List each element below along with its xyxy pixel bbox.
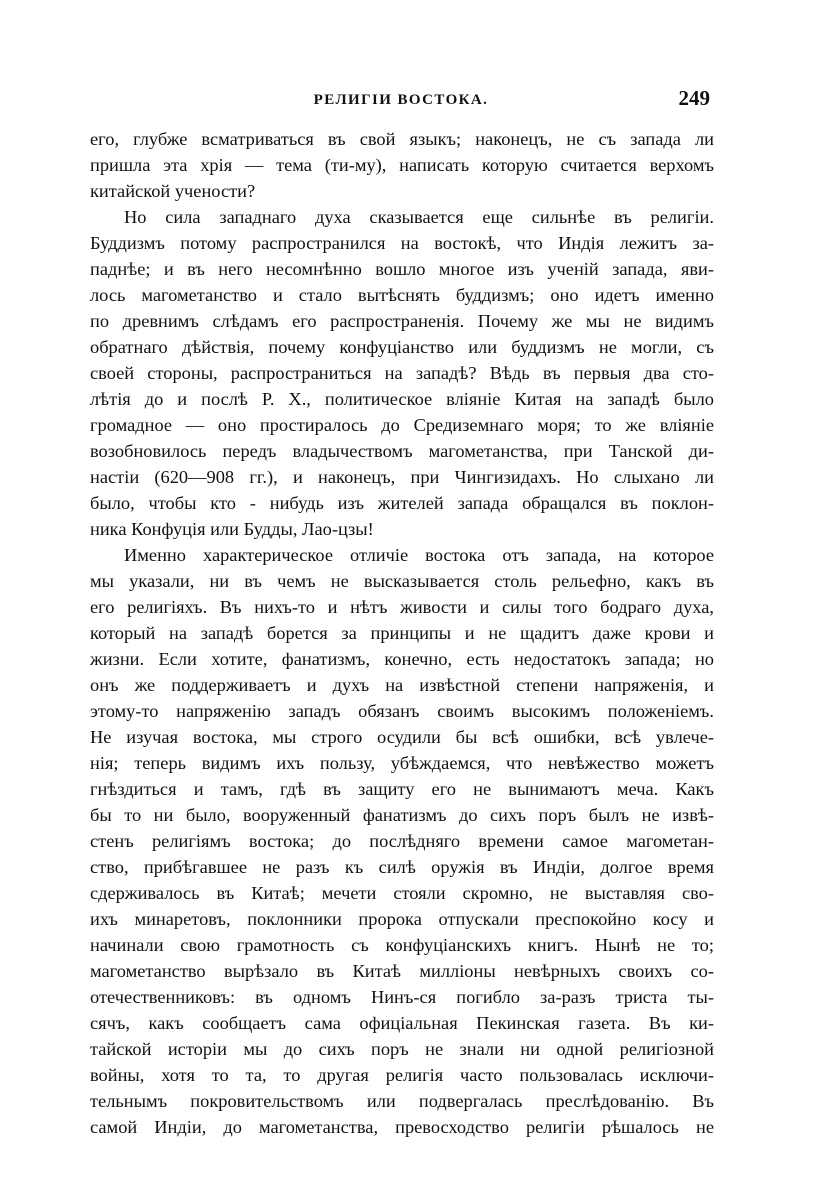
running-head (90, 86, 712, 116)
text-line: который на западѣ борется за принципы и не щадитъ даже крови и (90, 623, 714, 643)
text-line: Буддизмъ потому распространился на востокѣ, что Индія лежитъ за- (90, 233, 714, 253)
text-line: самой Индіи, до магометанства, превосходство религіи рѣшалось не (90, 1117, 714, 1137)
text-line: мы указали, ни въ чемъ не высказывается столь рельефно, какъ въ (90, 571, 714, 591)
text-line: его, глубже всматриваться въ свой языкъ; наконецъ, не съ запада ли (90, 129, 714, 149)
text-line: гнѣздиться и тамъ, гдѣ въ защиту его не вынимаютъ меча. Какъ (90, 779, 714, 799)
text-line: ихъ минаретовъ, поклонники пророка отпускали преспокойно косу и (90, 909, 714, 929)
text-line: ника Конфуція или Будды, Лао-цзы! (90, 519, 374, 539)
text-line: Но сила западнаго духа сказывается еще сильнѣе въ религіи. (124, 207, 714, 227)
text-line: онъ же поддерживаетъ и духъ на извѣстной степени напряженія, и (90, 675, 714, 695)
text-line: его религіяхъ. Въ нихъ-то и нѣтъ живости и силы того бодраго духа, (90, 597, 714, 617)
text-line: ство, прибѣгавшее не разъ къ силѣ оружія въ Индіи, долгое время (90, 857, 714, 877)
text-line: паднѣе; и въ него несомнѣнно вошло многое изъ ученій запада, яви- (90, 259, 714, 279)
text-line: лѣтія до и послѣ Р. Х., политическое вліяніе Китая на западѣ было (90, 389, 714, 409)
text-line: тайской исторіи мы до сихъ поръ не знали ни одной религіозной (90, 1039, 714, 1059)
text-line: отечественниковъ: въ одномъ Нинъ-ся погибло за-разъ триста ты- (90, 987, 714, 1007)
text-line: жизни. Если хотите, фанатизмъ, конечно, есть недостатокъ запада; но (90, 649, 714, 669)
text-line: стенъ религіямъ востока; до послѣдняго времени самое магометан- (90, 831, 714, 851)
page-number: 249 (678, 86, 710, 110)
text-line: пришла эта хрія — тема (ти-му), написать которую считается верхомъ (90, 155, 714, 175)
text-line: было, чтобы кто - нибудь изъ жителей запада обращался въ поклон- (90, 493, 714, 513)
text-line: сячъ, какъ сообщаетъ сама офиціальная Пекинская газета. Въ ки- (90, 1013, 714, 1033)
text-line: бы то ни было, вооруженный фанатизмъ до сихъ поръ былъ не извѣ- (90, 805, 714, 825)
text-line: лось магометанство и стало вытѣснять буддизмъ; оно идетъ именно (90, 285, 714, 305)
text-line: сдерживалось въ Китаѣ; мечети стояли скромно, не выставляя сво- (90, 883, 714, 903)
text-line: начинали свою грамотность съ конфуціанскихъ книгъ. Нынѣ не то; (90, 935, 714, 955)
text-line: китайской учености? (90, 181, 256, 201)
text-line: обратнаго дѣйствія, почему конфуціанство или буддизмъ не могли, съ (90, 337, 714, 357)
text-line: этому-то напряженію западъ обязанъ своимъ высокимъ положеніемъ. (90, 701, 714, 721)
text-line: нія; теперь видимъ ихъ пользу, убѣждаемся, что невѣжество можетъ (90, 753, 714, 773)
text-line: возобновилось передъ владычествомъ магометанства, при Танской ди- (90, 441, 714, 461)
running-title: РЕЛИГІИ ВОСТОКА. (313, 92, 489, 108)
text-line: по древнимъ слѣдамъ его распространенія. Почему же мы не видимъ (90, 311, 714, 331)
text-line: своей стороны, распространиться на западѣ? Вѣдь въ первыя два сто- (90, 363, 714, 383)
text-line: войны, хотя то та, то другая религія часто пользовалась исключи- (90, 1065, 714, 1085)
text-line: магометанство вырѣзало въ Китаѣ милліоны невѣрныхъ своихъ со- (90, 961, 714, 981)
text-line: тельнымъ покровительствомъ или подвергалась преслѣдованію. Въ (90, 1091, 714, 1111)
text-line: настіи (620—908 гг.), и наконецъ, при Чингизидахъ. Но слыхано ли (90, 467, 714, 487)
text-body (90, 126, 714, 1140)
text-line: Не изучая востока, мы строго осудили бы всѣ ошибки, всѣ увлече- (90, 727, 714, 747)
text-line: громадное — оно простиралось до Средиземнаго моря; то же вліяніе (90, 415, 714, 435)
text-line: Именно характерическое отличіе востока отъ запада, на которое (124, 545, 714, 565)
